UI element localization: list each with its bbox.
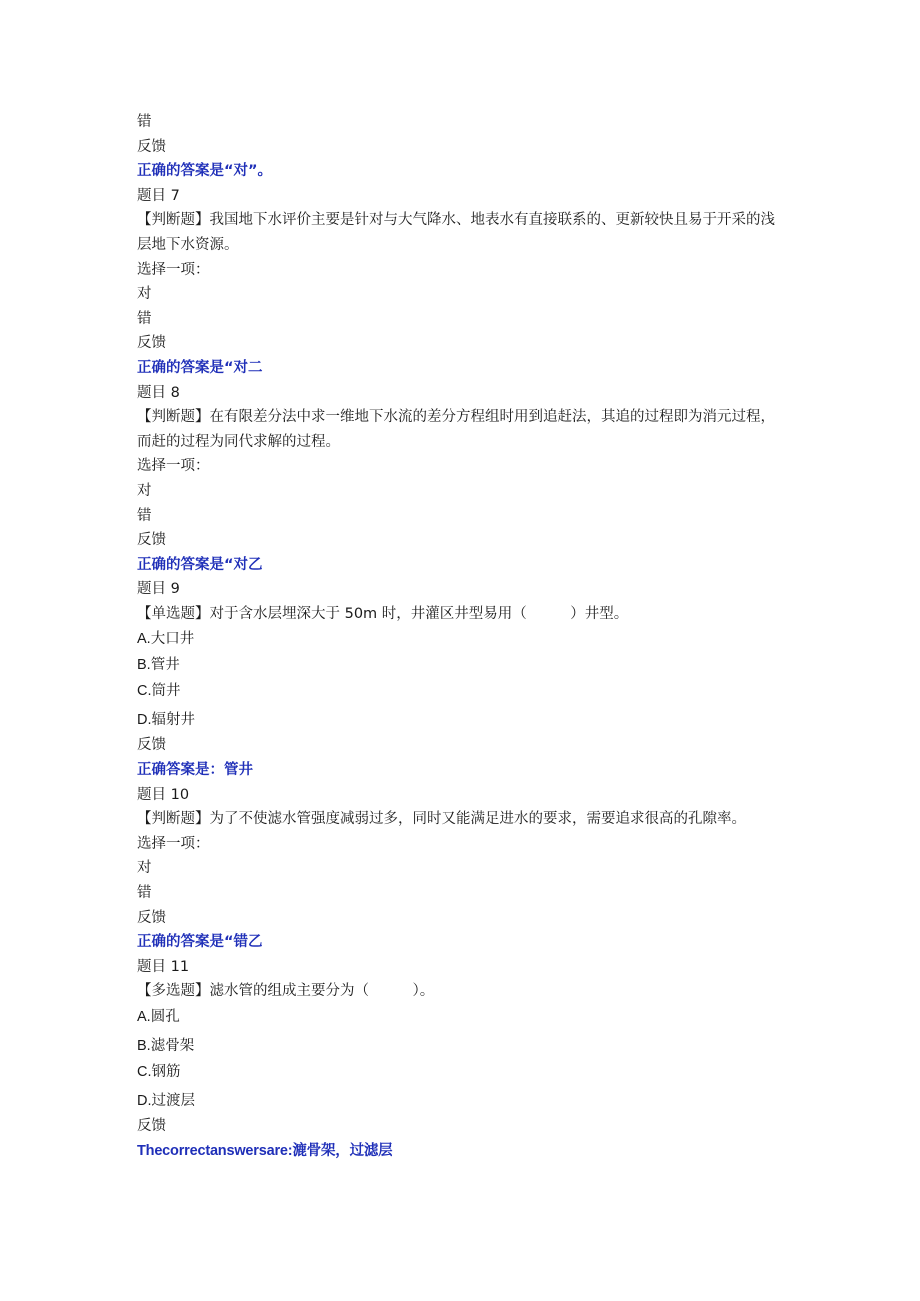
option-true[interactable]: 对 [137,860,152,877]
choose-one-label: 选择一项： [137,835,210,852]
choose-one-label: 选择一项： [137,261,210,278]
option-true[interactable]: 对 [137,286,152,303]
correct-answer: 正确的答案是“对”。 [137,163,273,180]
option-a[interactable]: A.圆孔 [137,1009,180,1025]
question-number: 题目 11 [137,958,190,975]
question-number: 题目 10 [137,786,190,803]
document-page [137,110,777,1163]
question-number: 题目 9 [137,581,180,598]
correct-answer: 正确的答案是“对二 [137,359,263,376]
option-wrong: 错 [137,114,152,130]
option-false[interactable]: 错 [137,507,152,524]
question-text: 【多选题】滤水管的组成主要分为（ ）。 [137,983,435,1000]
question-text: 【判断题】我国地下水评价主要是针对与大气降水、地表水有直接联系的、更新较快且易于开采的浅层地下水资源。 [137,212,775,253]
feedback-label: 反馈 [137,532,166,549]
option-true[interactable]: 对 [137,482,152,499]
correct-answer: 正确答案是：管井 [137,762,253,779]
feedback-label: 反馈 [137,909,166,926]
correct-answer: 正确的答案是“对乙 [137,556,263,573]
option-a[interactable]: A.大口井 [137,631,195,648]
option-d[interactable]: D.过渡层 [137,1093,195,1109]
feedback-label: 反馈 [137,737,166,754]
option-d[interactable]: D.辐射井 [137,712,195,729]
choose-one-label: 选择一项： [137,458,210,475]
feedback-label: 反馈 [137,138,166,155]
option-false[interactable]: 错 [137,885,152,902]
feedback-label: 反馈 [137,1118,166,1134]
option-b[interactable]: B.滤骨架 [137,1038,195,1054]
correct-answer: 正确的答案是“错乙 [137,934,263,951]
feedback-label: 反馈 [137,335,166,352]
question-text: 【单选题】对于含水层埋深大于 50m 时，井灌区井型易用（ ）井型。 [137,605,629,622]
correct-answer: Thecorrectanswersare:漉骨架，过滤层 [137,1142,393,1159]
question-number: 题目 8 [137,384,180,401]
option-false[interactable]: 错 [137,310,152,327]
question-text: 【判断题】在有限差分法中求一维地下水流的差分方程组时用到追赶法，其追的过程即为消元过程，而赶的过程为同代求解的过程。 [137,409,775,450]
option-c[interactable]: C.钢筋 [137,1064,181,1080]
question-number: 题目 7 [137,187,180,204]
option-b[interactable]: B.管井 [137,657,180,674]
option-c[interactable]: C.筒井 [137,683,181,700]
question-text: 【判断题】为了不使滤水管强度减弱过多，同时又能满足进水的要求，需要追求很高的孔隙率。 [137,811,746,828]
